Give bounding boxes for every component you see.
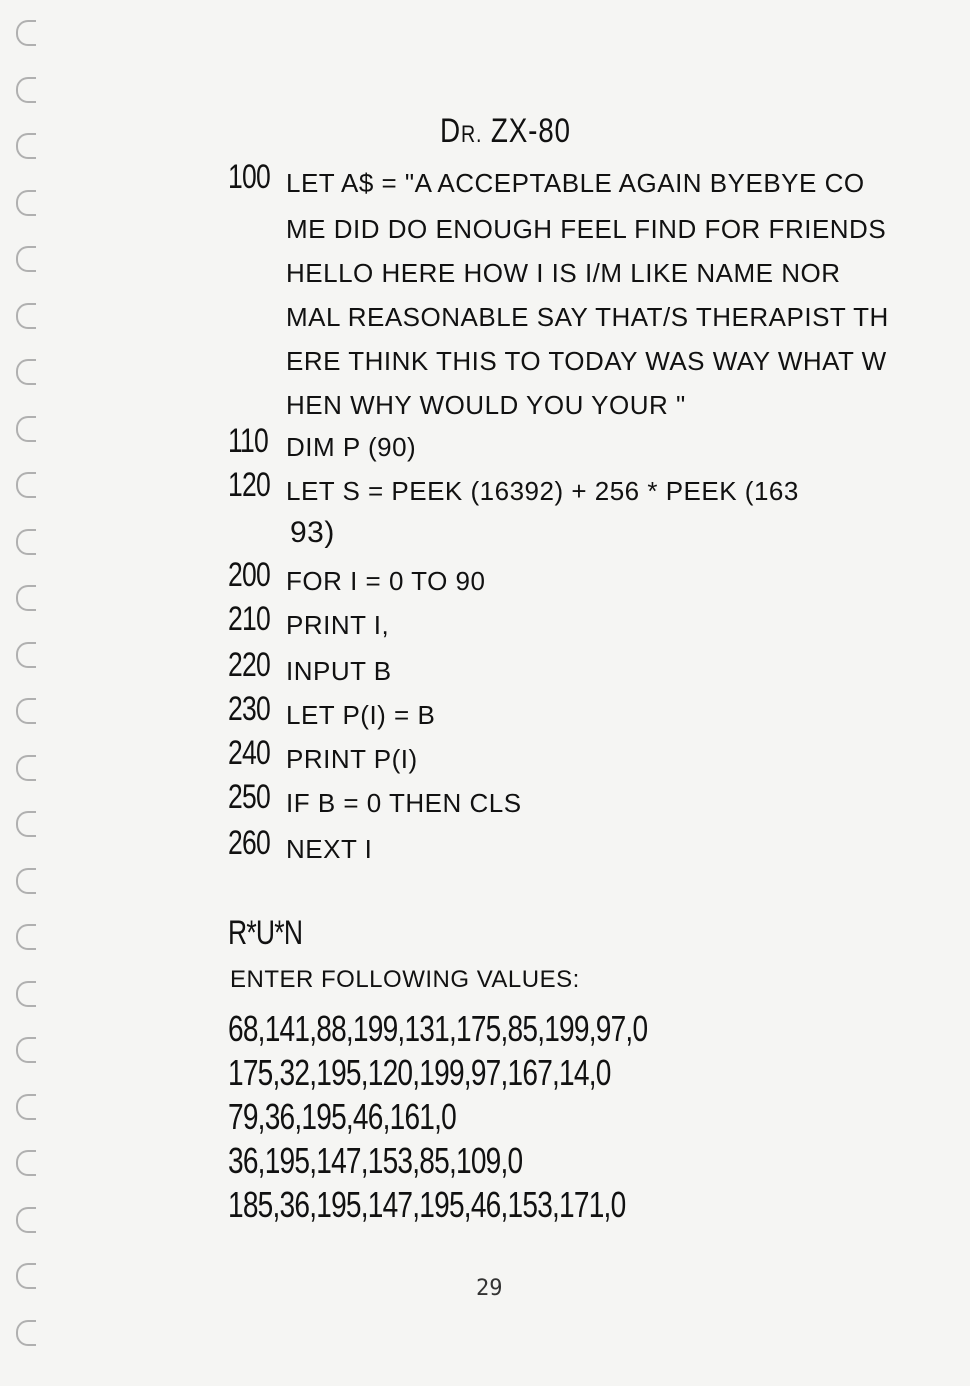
binding-hole [16,416,36,442]
program-line [228,466,799,506]
line-number: 250 [228,778,270,816]
binding-hole [16,529,36,555]
program-line [228,382,686,420]
line-number: 120 [228,466,270,504]
program-line [228,734,418,774]
program-line [228,646,392,686]
binding-hole [16,246,36,272]
line-code: INPUT B [286,656,392,686]
line-code: FOR I = 0 TO 90 [286,566,486,596]
program-line [228,294,889,332]
binding-hole [16,1320,36,1346]
binding-hole [16,924,36,950]
line-code: PRINT P(I) [286,744,418,774]
program-line [228,158,865,198]
program-line [228,824,373,864]
binding-hole [16,1150,36,1176]
binding-hole [16,472,36,498]
binding-hole [16,981,36,1007]
binding-hole [16,698,36,724]
line-number: 230 [228,690,270,728]
line-code: IF B = 0 THEN CLS [286,788,522,818]
line-number: 220 [228,646,270,684]
value-line: 79,36,195,46,161,0 [228,1096,456,1137]
program-line [228,422,417,462]
value-line: 36,195,147,153,85,109,0 [228,1140,523,1181]
line-code: LET P(I) = B [286,700,436,730]
binding-hole [16,359,36,385]
binding-hole [16,642,36,668]
line-code: ERE THINK THIS TO TODAY WAS WAY WHAT W [286,346,887,376]
line-code: MAL REASONABLE SAY THAT/S THERAPIST TH [286,302,889,332]
program-line [228,338,887,376]
page-title: DR. ZX-80 [440,112,571,150]
line-code: 93) [290,516,335,549]
binding-hole [16,1207,36,1233]
program-line [228,514,335,549]
binding-hole [16,585,36,611]
line-code: PRINT I, [286,610,390,640]
line-code: DIM P (90) [286,432,417,462]
program-line [228,600,390,640]
program-line [228,556,486,596]
line-code: ME DID DO ENOUGH FEEL FIND FOR FRIENDS [286,214,887,244]
program-line [228,206,887,244]
value-line: 68,141,88,199,131,175,85,199,97,0 [228,1008,648,1049]
value-line: 175,32,195,120,199,97,167,14,0 [228,1052,611,1093]
line-number: 210 [228,600,270,638]
value-line: 185,36,195,147,195,46,153,171,0 [228,1184,626,1225]
line-code: HELLO HERE HOW I IS I/M LIKE NAME NOR [286,258,841,288]
program-line [228,778,522,818]
binding-hole [16,303,36,329]
line-code: LET A$ = "A ACCEPTABLE AGAIN BYEBYE CO [286,168,865,198]
binding-hole [16,755,36,781]
line-code: LET S = PEEK (16392) + 256 * PEEK (163 [286,476,799,506]
enter-values-label: ENTER FOLLOWING VALUES: [230,966,580,993]
program-line [228,250,841,288]
binding-hole [16,133,36,159]
line-number: 240 [228,734,270,772]
binding-hole [16,811,36,837]
page-number: 29 [476,1276,503,1301]
line-number: 100 [228,158,270,196]
line-number: 200 [228,556,270,594]
line-code: NEXT I [286,834,373,864]
binding-hole [16,868,36,894]
program-line [228,690,436,730]
binding-hole [16,77,36,103]
binding-hole [16,20,36,46]
line-code: HEN WHY WOULD YOU YOUR " [286,390,686,420]
line-number: 110 [228,422,268,460]
spiral-binding [6,20,40,1380]
line-number: 260 [228,824,270,862]
run-label: R*U*N [228,914,303,952]
binding-hole [16,1037,36,1063]
binding-hole [16,1094,36,1120]
binding-hole [16,1263,36,1289]
binding-hole [16,190,36,216]
